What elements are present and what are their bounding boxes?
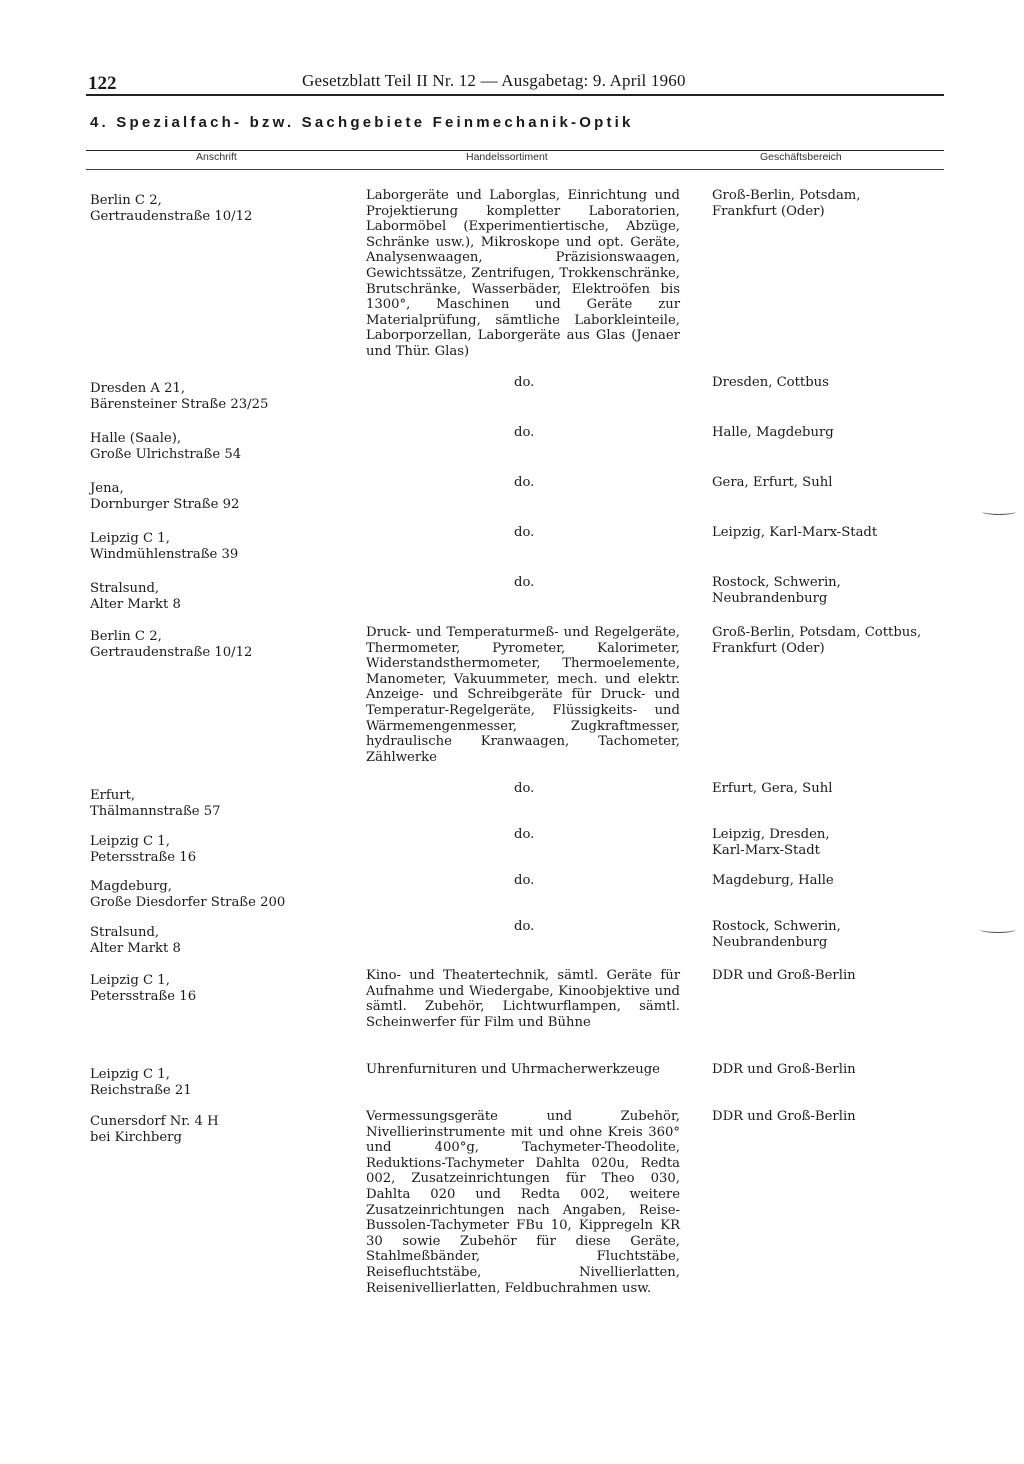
goods-cell: do. xyxy=(514,827,535,842)
goods-cell: do. xyxy=(514,425,535,440)
region-cell: Gera, Erfurt, Suhl xyxy=(712,475,833,490)
address-cell: Magdeburg, Große Diesdorfer Straße 200 xyxy=(90,879,286,910)
region-cell: Groß-Berlin, Potsdam, Cottbus, Frankfurt (Oder) xyxy=(712,625,922,656)
address-cell: Berlin C 2, Gertraudenstraße 10/12 xyxy=(90,193,253,224)
column-header-goods: Handelssortiment xyxy=(466,151,548,163)
section-heading: 4. Spezialfach- bzw. Sachgebiete Feinmechanik-Optik xyxy=(90,114,634,131)
header-rule xyxy=(86,94,944,96)
goods-cell: do. xyxy=(514,525,535,540)
goods-cell: do. xyxy=(514,781,535,796)
column-header-address: Anschrift xyxy=(196,151,237,163)
goods-cell: Vermessungsgeräte und Zubehör, Nivellierinstrumente mit und ohne Kreis 360° und 400°g, Tachymeter-Theodolite, Reduktions-Tachymeter Dahlta 020u, Redta 002, Zusatzeinrichtungen für Theo 030, Dahlta 020 und Redta 002, weitere Zusatzeinrichtungen nach Angaben, Reise-Bussolen-Tachymeter FBu 10, Kippregeln KR 30 sowie Zubehör für diese Geräte, Stahlmeßbänder, Fluchtstäbe, Reisefluchtstäbe, Nivellierlatten, Reisenivellierlatten, Feldbuchrahmen usw. xyxy=(366,1109,680,1296)
address-cell: Stralsund, Alter Markt 8 xyxy=(90,925,181,956)
goods-cell: Druck- und Temperaturmeß- und Regelgeräte, Thermometer, Pyrometer, Kalorimeter, Widerstandsthermometer, Thermoelemente, Manometer, Vakuummeter, mech. und elektr. Anzeige- und Schreibgeräte für Druck- und Temperatur-Regelgeräte, Flüssigkeits- und Wärmemengenmesser, Zugkraftmesser, hydraulische Kranwaagen, Tachometer, Zählwerke xyxy=(366,625,680,765)
page-number: 122 xyxy=(88,73,117,94)
region-cell: Groß-Berlin, Potsdam, Frankfurt (Oder) xyxy=(712,188,861,219)
region-cell: Halle, Magdeburg xyxy=(712,425,834,440)
address-cell: Halle (Saale), Große Ulrichstraße 54 xyxy=(90,431,242,462)
goods-cell: Uhrenfurnituren und Uhrmacherwerkzeuge xyxy=(366,1062,660,1077)
address-cell: Leipzig C 1, Petersstraße 16 xyxy=(90,834,197,865)
address-cell: Cunersdorf Nr. 4 H bei Kirchberg xyxy=(90,1114,219,1145)
goods-cell: do. xyxy=(514,919,535,934)
goods-cell: do. xyxy=(514,475,535,490)
goods-cell: Laborgeräte und Laborglas, Einrichtung und Projektierung kompletter Laboratorien, Labormöbel (Experimentiertische, Abzüge, Schränke usw.), Mikroskope und opt. Geräte, Analysenwaagen, Präzisionswaagen, Gewichtssätze, Zentrifugen, Trokkenschränke, Brutschränke, Wasserbäder, Elektroöfen bis 1300°, Maschinen und Geräte zur Materialprüfung, sämtliche Laborkleinteile, Laborporzellan, Laborgeräte aus Glas (Jenaer und Thür. Glas) xyxy=(366,188,680,359)
column-header-region: Geschäftsbereich xyxy=(760,151,842,163)
goods-cell: do. xyxy=(514,375,535,390)
margin-mark xyxy=(982,508,1016,515)
region-cell: Rostock, Schwerin, Neubrandenburg xyxy=(712,575,841,606)
region-cell: DDR und Groß-Berlin xyxy=(712,968,856,983)
address-cell: Leipzig C 1, Petersstraße 16 xyxy=(90,973,197,1004)
address-cell: Erfurt, Thälmannstraße 57 xyxy=(90,788,221,819)
address-cell: Stralsund, Alter Markt 8 xyxy=(90,581,181,612)
margin-mark xyxy=(980,926,1016,933)
column-header-rule xyxy=(86,169,944,170)
goods-cell: do. xyxy=(514,575,535,590)
goods-cell: Kino- und Theatertechnik, sämtl. Geräte für Aufnahme und Wiedergabe, Kinoobjektive und sämtl. Zubehör, Lichtwurflampen, sämtl. Scheinwerfer für Film und Bühne xyxy=(366,968,680,1030)
region-cell: Rostock, Schwerin, Neubrandenburg xyxy=(712,919,841,950)
region-cell: DDR und Groß-Berlin xyxy=(712,1062,856,1077)
address-cell: Berlin C 2, Gertraudenstraße 10/12 xyxy=(90,629,253,660)
region-cell: DDR und Groß-Berlin xyxy=(712,1109,856,1124)
address-cell: Jena, Dornburger Straße 92 xyxy=(90,481,240,512)
region-cell: Magdeburg, Halle xyxy=(712,873,834,888)
address-cell: Dresden A 21, Bärensteiner Straße 23/25 xyxy=(90,381,269,412)
region-cell: Dresden, Cottbus xyxy=(712,375,829,390)
goods-cell: do. xyxy=(514,873,535,888)
region-cell: Leipzig, Karl-Marx-Stadt xyxy=(712,525,878,540)
region-cell: Erfurt, Gera, Suhl xyxy=(712,781,833,796)
address-cell: Leipzig C 1, Windmühlenstraße 39 xyxy=(90,531,239,562)
region-cell: Leipzig, Dresden, Karl-Marx-Stadt xyxy=(712,827,830,858)
address-cell: Leipzig C 1, Reichstraße 21 xyxy=(90,1067,192,1098)
page-title: Gesetzblatt Teil II Nr. 12 — Ausgabetag: 9. April 1960 xyxy=(302,71,686,90)
